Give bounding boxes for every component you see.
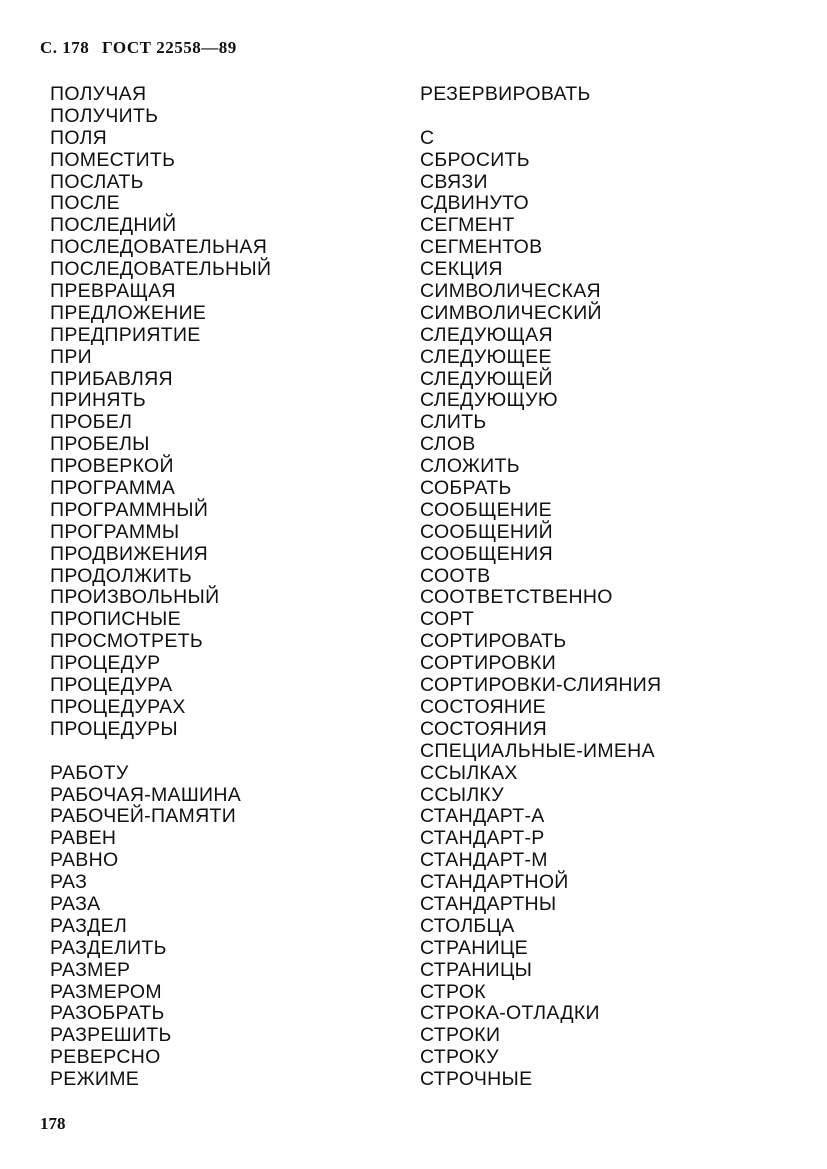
list-item: СТАНДАРТ-М (420, 849, 548, 872)
list-item: ПРОИЗВОЛЬНЫЙ (50, 586, 220, 609)
list-item: СООБЩЕНИЕ (420, 498, 552, 521)
list-item: СТРОКА-ОТЛАДКИ (420, 1002, 600, 1025)
list-item: ПРОЦЕДУРА (50, 674, 173, 697)
list-item: СТАНДАРТ-А (420, 805, 545, 828)
list-item: СТРОЧНЫЕ (420, 1068, 533, 1091)
list-spacer (50, 741, 390, 763)
list-item: СЕКЦИЯ (420, 258, 503, 281)
list-item: ПОЛУЧАЯ (50, 83, 147, 105)
list-item: ССЫЛКАХ (420, 761, 518, 784)
list-item: СООБЩЕНИЯ (420, 542, 553, 565)
list-item: СТАНДАРТНОЙ (420, 871, 569, 894)
left-word-column (50, 84, 390, 1091)
list-item: ПРОГРАММНЫЙ (50, 498, 209, 521)
list-item: ПОМЕСТИТЬ (50, 148, 176, 171)
list-item: РАЗМЕРОМ (50, 980, 162, 1003)
list-item: СЛИТЬ (420, 411, 487, 434)
list-item: РАВЕН (50, 827, 117, 850)
list-item: СООТВЕТСТВЕННО (420, 586, 613, 609)
list-item: С (420, 126, 435, 149)
list-item: РЕВЕРСНО (50, 1046, 161, 1069)
list-item: ПРОГРАММА (50, 477, 176, 500)
list-item: РЕЗЕРВИРОВАТЬ (420, 83, 591, 105)
list-item: ПРОЦЕДУР (50, 652, 161, 675)
list-item: СЛОВ (420, 433, 476, 456)
list-item: ПРОПИСНЫЕ (50, 608, 181, 631)
list-item: СИМВОЛИЧЕСКАЯ (420, 280, 601, 303)
page-prefix: С. 178 (40, 38, 90, 57)
list-item: ПРИНЯТЬ (50, 389, 147, 412)
list-item: ПОСЛЕ (50, 192, 120, 215)
list-item: РАВНО (50, 849, 119, 872)
list-item: СПЕЦИАЛЬНЫЕ-ИМЕНА (420, 739, 655, 762)
list-item: РАЗДЕЛИТЬ (50, 936, 167, 959)
list-item: РАБОЧЕЙ-ПАМЯТИ (50, 805, 237, 828)
list-item: СТОЛБЦА (420, 914, 515, 937)
list-item: СОСТОЯНИЕ (420, 695, 546, 718)
list-item: РЕЖИМЕ (50, 1068, 140, 1091)
list-item: РАБОЧАЯ-МАШИНА (50, 783, 242, 806)
list-item: ПРЕДЛОЖЕНИЕ (50, 301, 207, 324)
list-item: СООБЩЕНИЙ (420, 520, 553, 543)
list-item: ПРОБЕЛЫ (50, 433, 150, 456)
right-word-column (420, 84, 800, 1091)
list-item: РАЗМЕР (50, 958, 131, 981)
list-item: ПРОЦЕДУРЫ (50, 717, 178, 740)
page-number: 178 (40, 1114, 66, 1133)
list-spacer (420, 106, 800, 128)
list-item: СОБРАТЬ (420, 477, 512, 500)
list-item: РАЗ (50, 871, 88, 894)
list-item: СТРАНИЦЕ (420, 936, 528, 959)
list-item: СДВИНУТО (420, 192, 529, 215)
list-item: ПРОЦЕДУРАХ (50, 695, 186, 718)
list-item: ПРИБАВЛЯЯ (50, 367, 173, 390)
list-item: ПРЕВРАЩАЯ (50, 280, 176, 303)
list-item: ПРОДВИЖЕНИЯ (50, 542, 209, 565)
list-item: СЛЕДУЮЩУЮ (420, 389, 558, 412)
list-item: ПОЛУЧИТЬ (50, 104, 159, 127)
list-item: СТАНДАРТНЫ (420, 892, 557, 915)
list-item: РАЗОБРАТЬ (50, 1002, 165, 1025)
list-item: РАБОТУ (50, 761, 129, 784)
list-item: ПРОДОЛЖИТЬ (50, 564, 193, 587)
page-header (40, 38, 245, 58)
list-item: ПОСЛАТЬ (50, 170, 144, 193)
list-item: ПОСЛЕДНИЙ (50, 214, 177, 237)
list-item: СТАНДАРТ-Р (420, 827, 545, 850)
list-item: СТРАНИЦЫ (420, 958, 533, 981)
list-item: СЛЕДУЮЩАЯ (420, 323, 553, 346)
list-item: ССЫЛКУ (420, 783, 504, 806)
list-item: СОРТИРОВКИ (420, 652, 557, 675)
list-item: СТРОКУ (420, 1046, 499, 1069)
list-item: СЛОЖИТЬ (420, 455, 520, 478)
list-item: СИМВОЛИЧЕСКИЙ (420, 301, 602, 324)
list-item: СЛЕДУЮЩЕЙ (420, 367, 553, 390)
list-item: СОРТИРОВАТЬ (420, 630, 567, 653)
list-item: ПРОСМОТРЕТЬ (50, 630, 203, 653)
list-item: СОРТ (420, 608, 475, 631)
list-item: ПРОВЕРКОЙ (50, 455, 174, 478)
list-item: СОРТИРОВКИ-СЛИЯНИЯ (420, 674, 662, 697)
list-item: РАЗРЕШИТЬ (50, 1024, 172, 1047)
list-item: РАЗДЕЛ (50, 914, 128, 937)
list-item: ПРИ (50, 345, 92, 368)
standard-designation: ГОСТ 22558—89 (102, 38, 237, 57)
list-item: СОСТОЯНИЯ (420, 717, 547, 740)
list-item: СТРОК (420, 980, 486, 1003)
list-item: ПОСЛЕДОВАТЕЛЬНАЯ (50, 236, 268, 259)
list-item: СБРОСИТЬ (420, 148, 530, 171)
list-item: СЕГМЕНТОВ (420, 236, 543, 259)
list-item: ПРЕДПРИЯТИЕ (50, 323, 201, 346)
list-item: СТРОКИ (420, 1024, 501, 1047)
list-item: СЕГМЕНТ (420, 214, 515, 237)
list-item: ПРОГРАММЫ (50, 520, 180, 543)
list-item: РАЗА (50, 892, 101, 915)
list-item: ПРОБЕЛ (50, 411, 133, 434)
list-item: ПОСЛЕДОВАТЕЛЬНЫЙ (50, 258, 272, 281)
list-item: СВЯЗИ (420, 170, 488, 193)
list-item: СЛЕДУЮЩЕЕ (420, 345, 552, 368)
list-item: СООТВ (420, 564, 491, 587)
list-item: ПОЛЯ (50, 126, 108, 149)
